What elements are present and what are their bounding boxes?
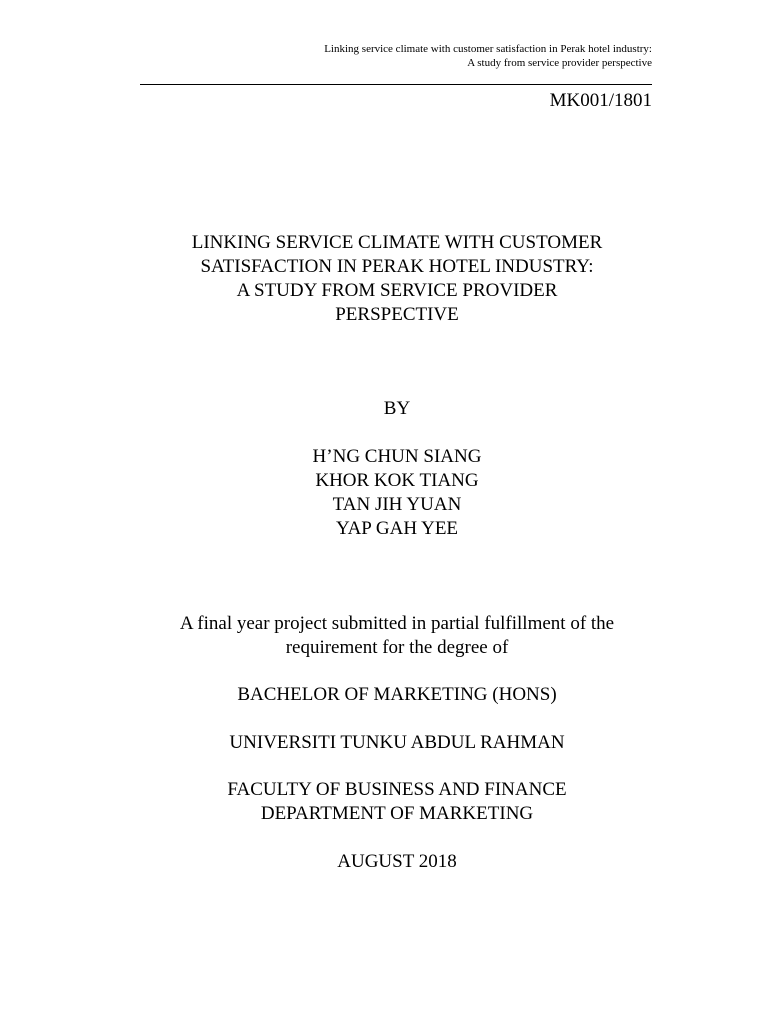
faculty-name: FACULTY OF BUSINESS AND FINANCE xyxy=(227,779,567,800)
submission-line-1: A final year project submitted in partial fulfillment of the xyxy=(179,613,615,634)
author-name: TAN JIH YUAN xyxy=(332,494,462,515)
submission-statement xyxy=(0,612,770,660)
thesis-title-line-4: PERSPECTIVE xyxy=(335,304,459,325)
document-code: MK001/1801 xyxy=(549,90,652,111)
running-header-line-2: A study from service provider perspective xyxy=(467,57,652,69)
thesis-title-line-1: LINKING SERVICE CLIMATE WITH CUSTOMER xyxy=(191,232,603,253)
header-divider xyxy=(140,84,652,85)
author-name: YAP GAH YEE xyxy=(335,518,459,539)
running-header xyxy=(132,42,652,70)
submission-date: AUGUST 2018 xyxy=(337,851,457,872)
thesis-title xyxy=(0,231,770,327)
department-name: DEPARTMENT OF MARKETING xyxy=(260,803,534,824)
submission-line-2: requirement for the degree of xyxy=(285,637,509,658)
thesis-title-line-2: SATISFACTION IN PERAK HOTEL INDUSTRY: xyxy=(200,256,594,277)
author-list xyxy=(0,445,770,541)
university-name: UNIVERSITI TUNKU ABDUL RAHMAN xyxy=(229,732,565,753)
by-label: BY xyxy=(383,398,411,419)
author-name: H’NG CHUN SIANG xyxy=(312,446,482,467)
author-name: KHOR KOK TIANG xyxy=(315,470,479,491)
faculty-department xyxy=(0,778,770,826)
degree-name: BACHELOR OF MARKETING (HONS) xyxy=(237,684,557,705)
thesis-title-line-3: A STUDY FROM SERVICE PROVIDER xyxy=(236,280,558,301)
running-header-line-1: Linking service climate with customer satisfaction in Perak hotel industry: xyxy=(324,43,652,55)
